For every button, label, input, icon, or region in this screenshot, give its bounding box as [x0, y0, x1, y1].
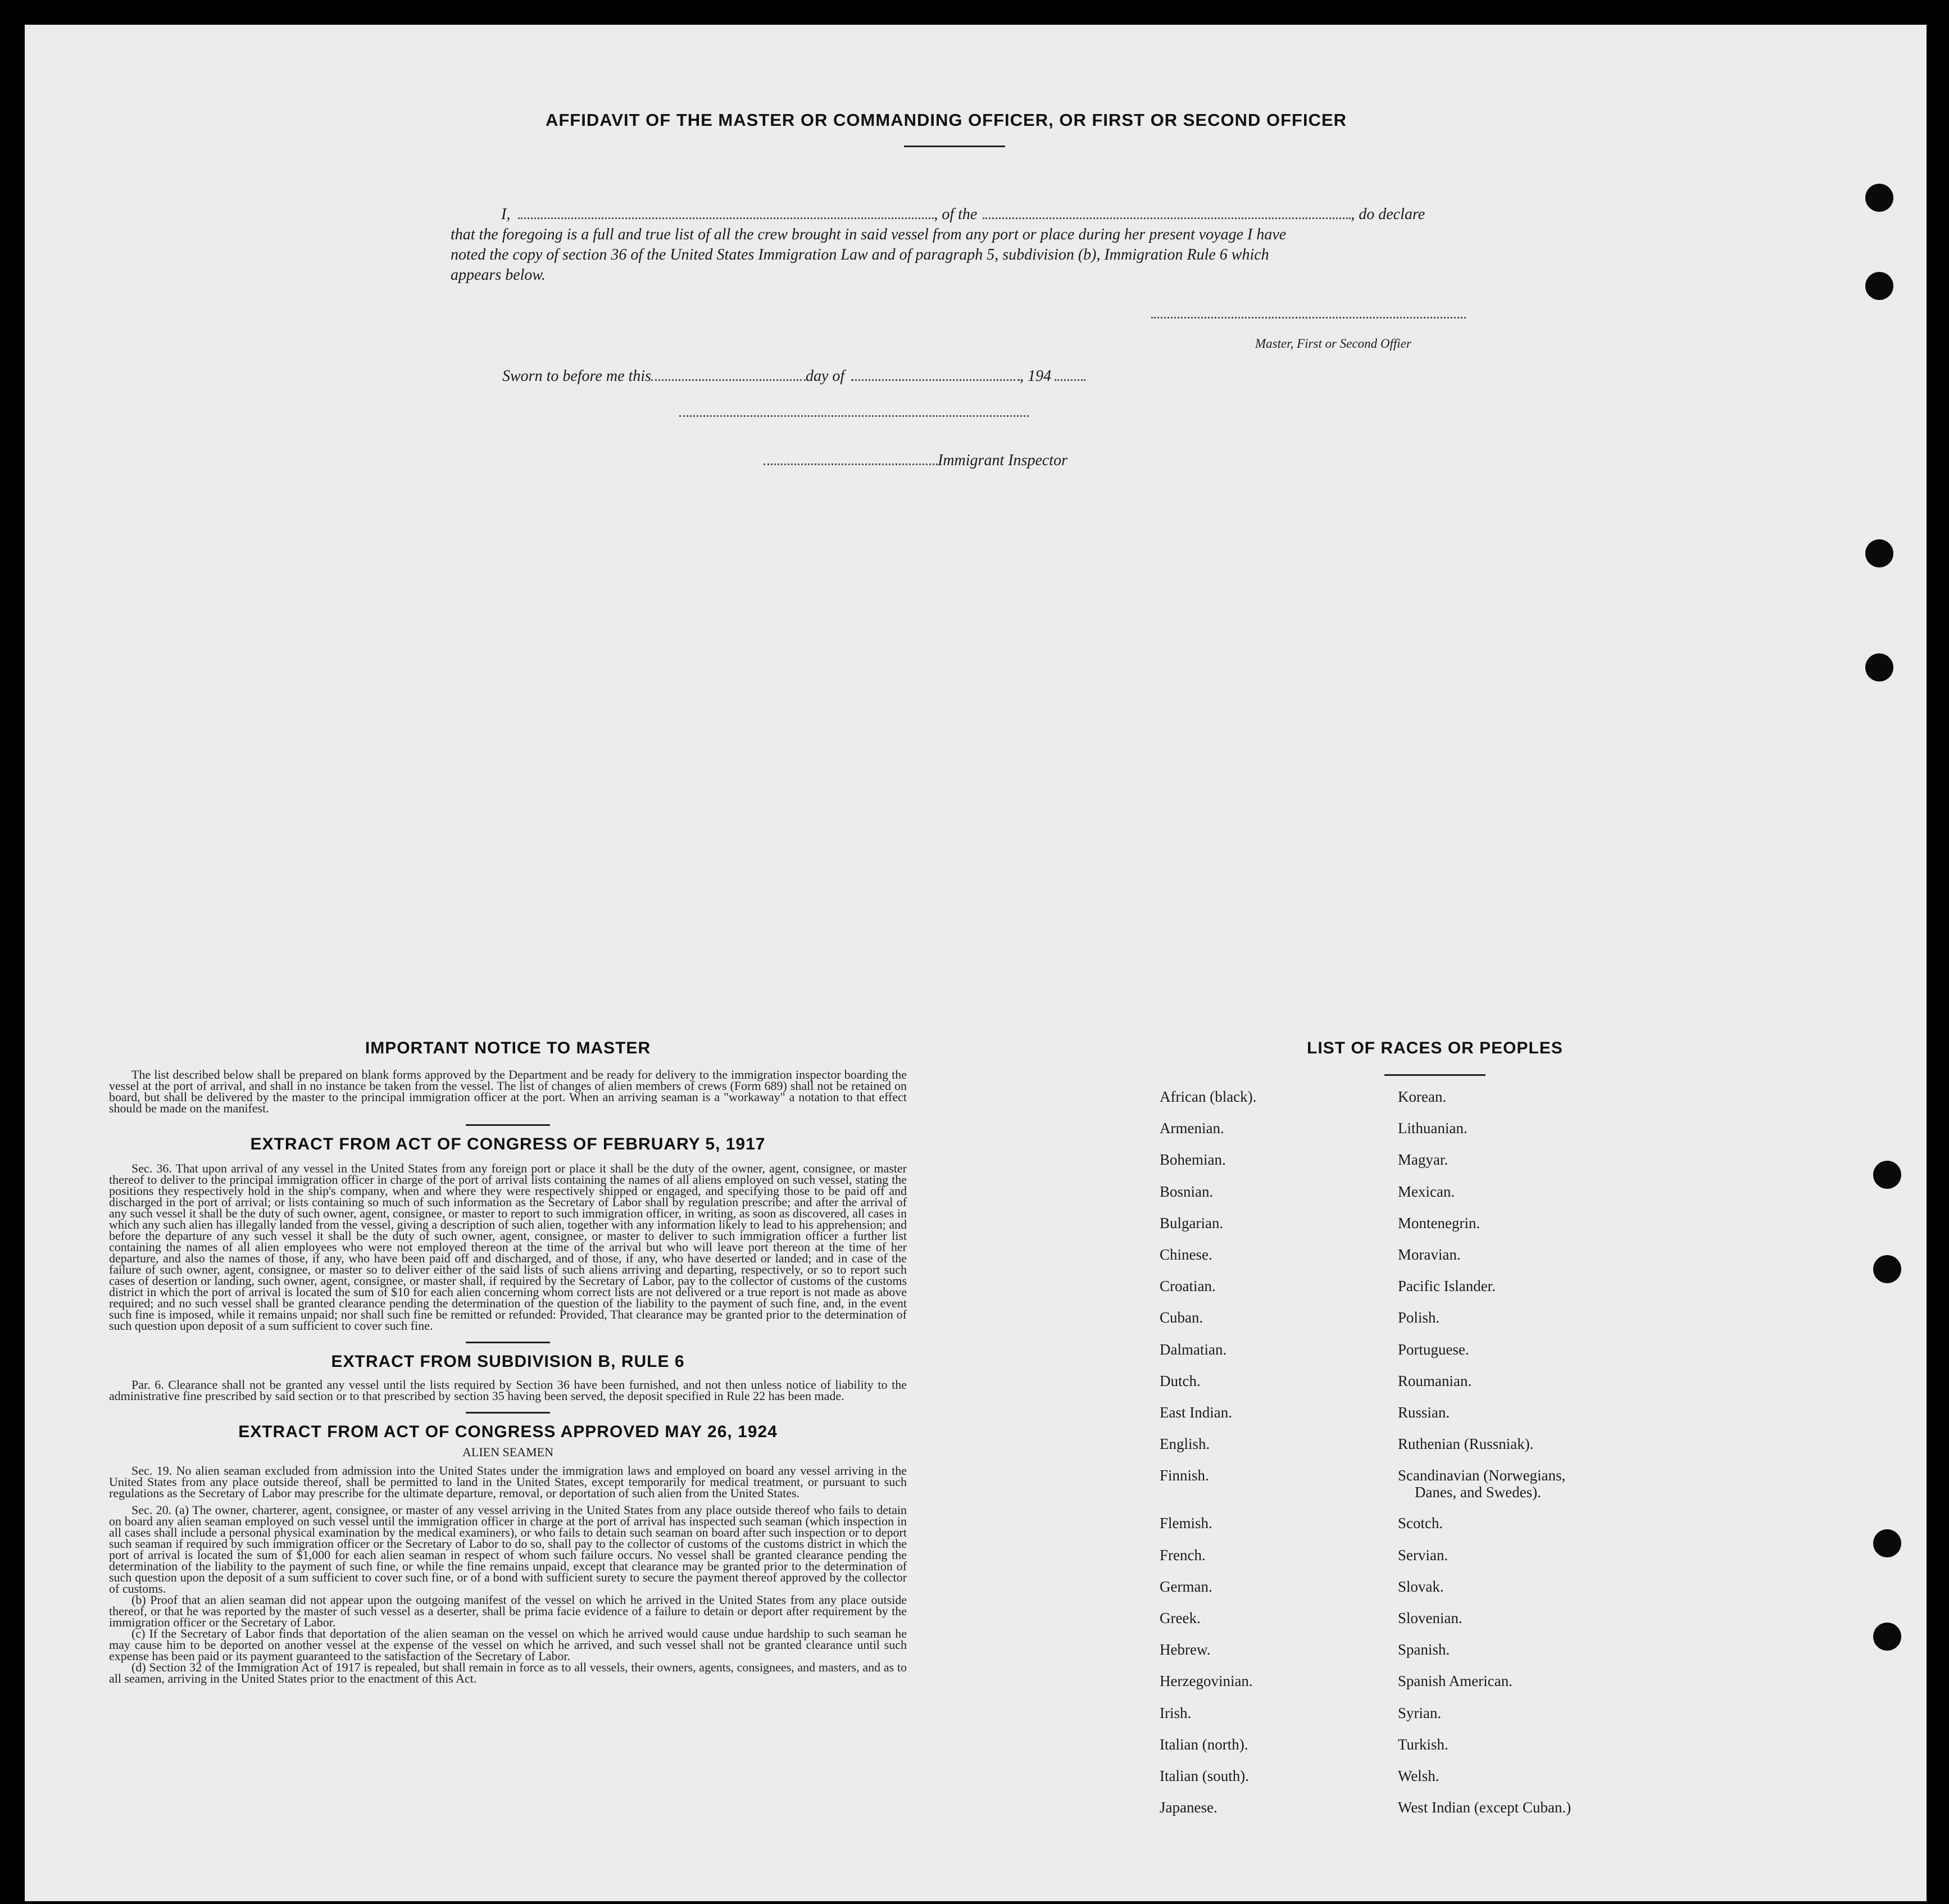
punch-hole: [1873, 1161, 1901, 1189]
race-item: Bulgarian.: [1160, 1215, 1224, 1232]
extract-1917-title: EXTRACT FROM ACT OF CONGRESS OF FEBRUARY 5, 1917: [250, 1135, 766, 1153]
inspector-signature-blank[interactable]: [764, 463, 938, 465]
race-item: Magyar.: [1398, 1151, 1448, 1168]
races-title-underline: [1384, 1074, 1485, 1076]
notice-title: IMPORTANT NOTICE TO MASTER: [365, 1039, 651, 1057]
document-sheet: [25, 25, 1927, 1901]
race-item: Syrian.: [1398, 1705, 1442, 1721]
race-item: Mexican.: [1398, 1183, 1455, 1200]
i-label: I,: [501, 206, 511, 223]
affidavit-line-1: [451, 205, 1490, 225]
year-label: , 194: [1020, 367, 1052, 385]
race-item: Italian (north).: [1160, 1736, 1248, 1753]
divider: [466, 1342, 550, 1343]
race-item: Moravian.: [1398, 1246, 1461, 1263]
race-item: Spanish.: [1398, 1641, 1450, 1658]
race-item: Herzegovinian.: [1160, 1673, 1253, 1689]
punch-hole: [1865, 184, 1893, 212]
race-item: Russian.: [1398, 1404, 1450, 1421]
extract-1924-title: EXTRACT FROM ACT OF CONGRESS APPROVED MAY 26, 1924: [238, 1423, 778, 1441]
affidavit-body: [451, 205, 1490, 285]
race-item: Chinese.: [1160, 1246, 1212, 1263]
sec-20d: (d) Section 32 of the Immigration Act of 1917 is repealed, but shall remain in force as to all vessels, their owners, agents, consignees, and masters, and as to all seamen, arriving in the United States prior to the enactment of this Act.: [109, 1660, 907, 1685]
race-item: Dutch.: [1160, 1373, 1201, 1389]
day-blank[interactable]: [651, 379, 806, 381]
inspector-caption: Immigrant Inspector: [938, 452, 1067, 469]
race-item: Bohemian.: [1160, 1151, 1226, 1168]
race-item: Greek.: [1160, 1610, 1201, 1626]
extract-1924-text: [109, 1465, 907, 1684]
sworn-line: [502, 367, 1085, 385]
affidavit-line-3: noted the copy of section 36 of the United States Immigration Law and of paragraph 5, subdivision (b), Immigration Rule 6 which: [451, 246, 1269, 263]
race-item: Cuban.: [1160, 1309, 1203, 1326]
race-item: Turkish.: [1398, 1736, 1448, 1753]
master-caption: Master, First or Second Offier: [1255, 337, 1411, 351]
race-item: Polish.: [1398, 1309, 1440, 1326]
master-signature-line[interactable]: [1151, 317, 1466, 319]
extract-1917-text: Sec. 36. That upon arrival of any vessel in the United States from any foreign port or place it shall be the duty of the owner, agent, consignee, or master thereof to deliver to the principal immigration officer in charge of the port of arrival lists containing the names of all aliens employed on such vessel, stating the positions they respectively hold in the ship's company, when and where they were respectively shipped or engaged, and specifying those to be paid off and discharged in the port of arrival; or lists containing so much of such information as the Secretary of Labor shall by regulation prescribe; and after the arrival of any such vessel it shall be the duty of such owner, agent, consignee, or master to report to such immigration officer, in writing, as soon as discovered, all cases in which any such alien has illegally landed from the vessel, giving a description of such alien, together with any information likely to lead to his apprehension; and before the departure of any such vessel it shall be the duty of such owner, agent, consignee, or master to deliver to such immigration officer a further list containing the names of all alien employees who were not employed thereon at the time of the arrival but who will leave port thereon at the time of her departure, and also the names of those, if any, who have been paid off and discharged, and of those, if any, who have deserted or landed; and in case of the failure of such owner, agent, consignee, or master so to deliver either of the said lists of such aliens arriving and departing, respectively, or so to report such cases of desertion or landing, such owner, agent, consignee, or master shall, if required by the Secretary of Labor, pay to the collector of customs of the customs district in which the port of arrival is located the sum of $10 for each alien concerning whom correct lists are not delivered or a true report is not made as above required; and no such vessel shall be granted clearance pending the determination of the question of the liability to the payment of such fine, and, in the event such fine is imposed, while it remains unpaid; nor shall such fine be remitted or refunded: Provided, That clearance may be granted prior to the determination of such question upon deposit of a sum sufficient to cover such fine.: [109, 1161, 907, 1333]
punch-hole: [1865, 539, 1893, 567]
month-blank[interactable]: [851, 379, 1020, 381]
name-blank[interactable]: [518, 217, 934, 219]
race-item: Montenegrin.: [1398, 1215, 1480, 1232]
year-blank[interactable]: [1055, 379, 1085, 381]
sec-20c: (c) If the Secretary of Labor finds that deportation of the alien seaman on the vessel on which he arrived would cause undue hardship to such seaman he may cause him to be deported on another vessel at the expense of the vessel on which he arrived, and such vessel shall not be granted clearance until such expense has been paid or its payment guaranteed to the satisfaction of the Secretary of Labor.: [109, 1626, 907, 1663]
punch-hole: [1865, 653, 1893, 681]
affidavit-line-4: appears below.: [451, 266, 546, 284]
divider: [466, 1412, 550, 1414]
inspector-name-line[interactable]: [679, 415, 1029, 417]
extract-rule6-title: EXTRACT FROM SUBDIVISION B, RULE 6: [331, 1352, 685, 1371]
race-item: West Indian (except Cuban.): [1398, 1799, 1571, 1816]
race-item: East Indian.: [1160, 1404, 1232, 1421]
divider: [466, 1124, 550, 1126]
race-item: Roumanian.: [1398, 1373, 1472, 1389]
punch-hole: [1873, 1529, 1901, 1557]
race-item: Danes, and Swedes).: [1415, 1484, 1541, 1501]
sec-20a: Sec. 20. (a) The owner, charterer, agent, consignee, or master of any vessel arriving in the United States from any place outside thereof who fails to detain on board any alien seaman employed on such vessel until the immigration officer in charge at the port of arrival has inspected such seaman (which inspection in all cases shall include a personal physical examination by the medical examiners), or who fails to detain such seaman on board after such inspection or to deport such seaman if required by such immigration officer or the Secretary of Labor to do so, shall pay to the collector of customs of the customs district in which the port of arrival is located the sum of $1,000 for each alien seaman in respect of whom such failure occurs. No vessel shall be granted clearance pending the determination of the liability to the payment of such fine, or while the fine remains unpaid, except that clearance may be granted prior to the determination of such question upon the deposit of a sum sufficient to cover such fine, or of a bond with sufficient surety to secure the payment thereof approved by the collector of customs.: [109, 1503, 907, 1596]
race-item: Slovenian.: [1398, 1610, 1462, 1626]
punch-hole: [1865, 272, 1893, 300]
race-item: Scandinavian (Norwegians,: [1398, 1467, 1566, 1484]
race-item: French.: [1160, 1547, 1206, 1564]
affidavit-title: AFFIDAVIT OF THE MASTER OR COMMANDING OFFICER, OR FIRST OR SECOND OFFICER: [545, 110, 1347, 130]
punch-hole: [1873, 1255, 1901, 1283]
race-item: Portuguese.: [1398, 1341, 1469, 1358]
sworn-label: Sworn to before me this: [502, 367, 651, 385]
inspector-line: [764, 452, 1067, 470]
race-item: Armenian.: [1160, 1120, 1224, 1137]
race-item: Korean.: [1398, 1088, 1447, 1105]
alien-seamen-subtitle: ALIEN SEAMEN: [462, 1445, 553, 1459]
race-item: German.: [1160, 1578, 1212, 1595]
notice-text: The list described below shall be prepared on blank forms approved by the Department and be ready for delivery to the immigration inspector boarding the vessel at the port of arrival, and shall in no instance be taken from the vessel. The list of changes of alien members of crews (Form 689) shall not be retained on board, but shall be delivered by the master to the principal immigration officer at the port. When an arriving seaman is a "workaway" a notation to that effect should be made on the manifest.: [109, 1067, 907, 1115]
title-underline: [904, 146, 1005, 147]
race-item: Italian (south).: [1160, 1767, 1249, 1784]
race-item: Bosnian.: [1160, 1183, 1214, 1200]
race-item: Pacific Islander.: [1398, 1278, 1496, 1294]
race-item: Servian.: [1398, 1547, 1448, 1564]
sec-20b: (b) Proof that an alien seaman did not appear upon the outgoing manifest of the vessel on which he arrived in the United States from any place outside thereof, or that he was reported by the master of such vessel as a deserter, shall be prima facie evidence of a failure to detain or deport after requirement by the immigration officer or the Secretary of Labor.: [109, 1593, 907, 1629]
punch-hole: [1873, 1623, 1901, 1651]
sec-19: Sec. 19. No alien seaman excluded from admission into the United States under the immigration laws and employed on board any vessel arriving in the United States from any place outside thereof, shall be permitted to land in the United States, except temporarily for medical treatment, or pursuant to such regulations as the Secretary of Labor may prescribe for the ultimate departure, removal, or deportation of such alien from the United States.: [109, 1464, 907, 1500]
race-item: Slovak.: [1398, 1578, 1444, 1595]
vessel-blank[interactable]: [983, 217, 1351, 219]
race-item: Irish.: [1160, 1705, 1192, 1721]
day-of-label: day of: [805, 367, 845, 385]
race-item: Japanese.: [1160, 1799, 1217, 1816]
race-item: Spanish American.: [1398, 1673, 1512, 1689]
of-the-label: , of the: [934, 206, 978, 223]
extract-rule6-text: Par. 6. Clearance shall not be granted any vessel until the lists required by Section 36 have been furnished, and not then unless notice of liability to the administrative fine prescribed by said section or to that prescribed by section 35 having been served, the deposit specified in Rule 22 has been made.: [109, 1378, 907, 1403]
race-item: Scotch.: [1398, 1515, 1443, 1532]
race-item: English.: [1160, 1435, 1210, 1452]
races-title: LIST OF RACES OR PEOPLES: [1307, 1039, 1563, 1057]
race-item: Croatian.: [1160, 1278, 1216, 1294]
affidavit-line-2: that the foregoing is a full and true list of all the crew brought in said vessel from any port or place during her present voyage I have: [451, 226, 1287, 243]
race-item: Ruthenian (Russniak).: [1398, 1435, 1534, 1452]
race-item: Lithuanian.: [1398, 1120, 1468, 1137]
race-item: Welsh.: [1398, 1767, 1439, 1784]
race-item: African (black).: [1160, 1088, 1257, 1105]
do-declare-label: , do declare: [1351, 206, 1425, 223]
left-column: [109, 1039, 907, 1684]
race-item: Hebrew.: [1160, 1641, 1211, 1658]
race-item: Finnish.: [1160, 1467, 1209, 1484]
race-item: Dalmatian.: [1160, 1341, 1227, 1358]
race-item: Flemish.: [1160, 1515, 1212, 1532]
